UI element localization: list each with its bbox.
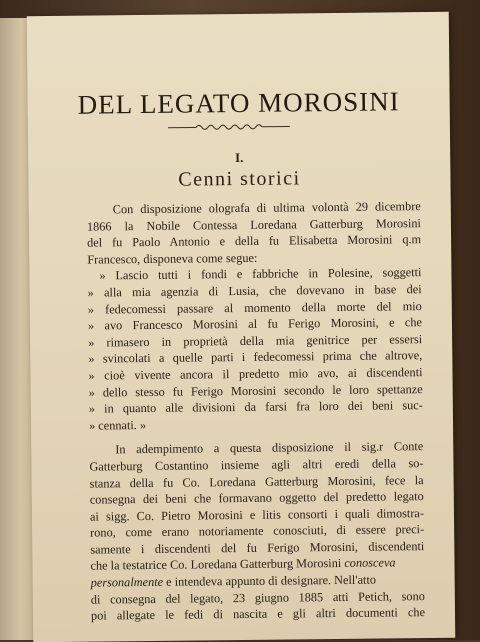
body-text [87,198,425,624]
quote-line: » cennati. » [89,414,423,434]
text-line: ai sigg. Co. Pietro Morosini e litis consorti i quali dimostra- [90,505,424,525]
quote-line: » fedecomessi passare al momento della morte del mio [88,298,422,318]
text-line: samente i discendenti del fu Ferigo Morosini, discendenti [90,538,424,558]
text-line: consegna dei beni che formavano oggetto del predetto legato [90,488,424,508]
text-line: stanza della fu Co. Loredana Gatterburg Morosini, fece la [90,472,424,492]
quote-line: » cioè vivente ancora il predetto mio avo, ai discendenti [88,364,422,384]
text-line: 1866 la Nobile Contessa Loredana Gatterburg Morosini [87,215,421,235]
text-line: Gatterburg Costantino insieme agli altri eredi della so- [89,455,423,475]
quote-line: » alla mia agenzia di Lusia, che dovevano in base dei [88,281,422,301]
text-line: rono, come erano notoriamente conosciuti, di essere preci- [90,521,424,541]
quote-line: » rimasero in proprietà della mia genitrice per essersi [88,331,422,351]
text-line: Con disposizione olografa di ultima volontà 29 dicembre [87,198,421,218]
text-line: In adempimento a questa disposizione il sig.r Conte [89,438,423,458]
text-segment: e intendeva appunto di designare. Nell'atto [163,573,376,589]
section-title: Cenni storici [28,166,450,193]
text-line: del fu Paolo Antonio e della fu Elisabetta Morosini q.m [87,231,421,251]
ornament-rule [168,121,290,132]
text-segment: che la testatrice Co. Loredana Gatterburg Morosini [90,556,341,573]
text-line: Francesco, disponeva come segue: [87,248,421,268]
quote-line: » avo Francesco Morosini al fu Ferigo Morosini, e che [88,314,422,334]
quote-line: » svincolati a quelle parti i fedecomessi prima che altrove, [88,347,422,367]
quote-line: » in quanto alle divisioni da farsi fra loro dei beni suc- [89,397,423,417]
quote-line: » dello stesso fu Ferigo Morosini secondo le loro spettanze [89,381,423,401]
italic-word: personalmente [91,575,164,590]
text-line: poi allegate le fedi di nascita e gli altri documenti che [91,604,425,624]
quote-line: » Lascio tutti i fondi e fabbriche in Polesine, soggetti [87,264,421,284]
page-title: DEL LEGATO MOROSINI [28,86,450,121]
italic-word: conosceva [344,556,395,571]
section-number: I. [28,148,450,168]
text-line: di consegna del legato, 23 giugno 1885 atti Petich, sono [91,588,425,608]
document-page [27,12,456,642]
